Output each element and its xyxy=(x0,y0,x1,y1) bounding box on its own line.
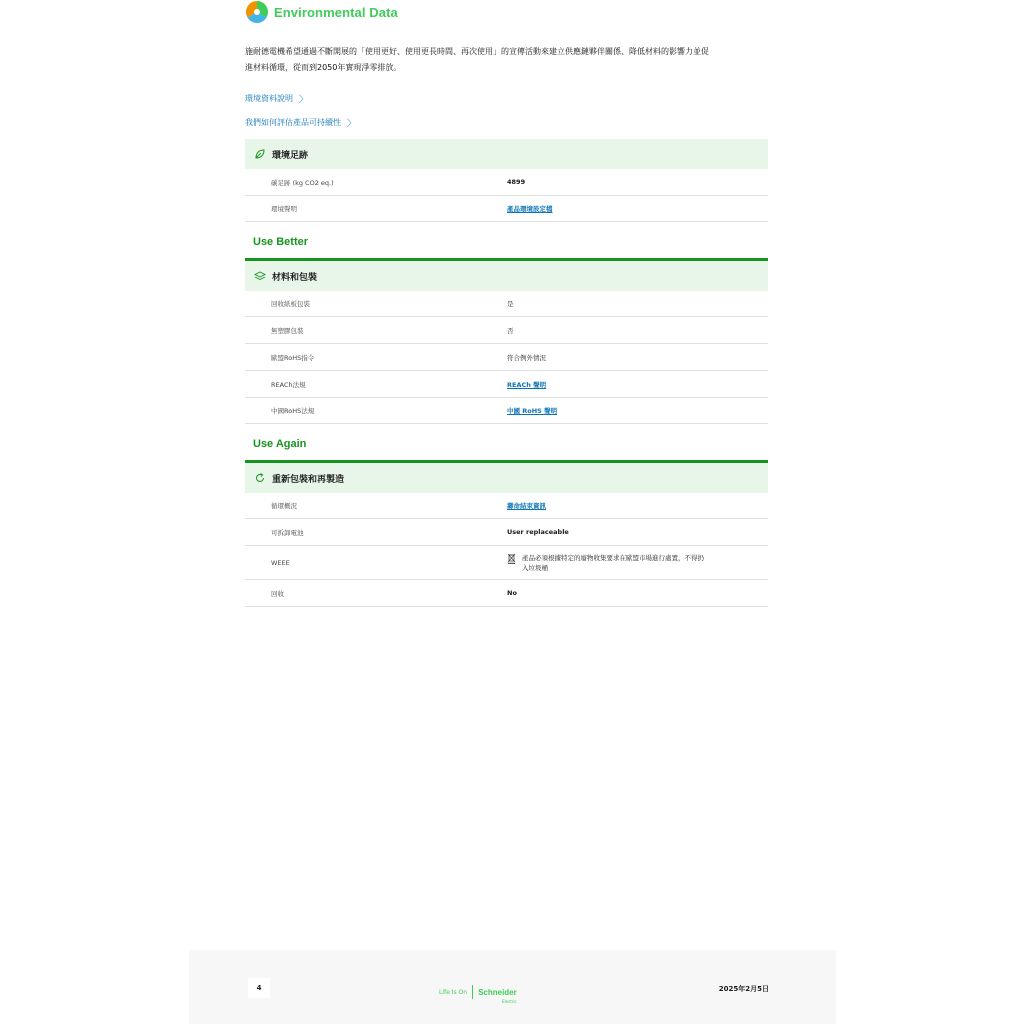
table-row xyxy=(245,493,768,519)
page-title: Environmental Data xyxy=(274,4,398,20)
section-header-footprint xyxy=(245,139,768,169)
row-value: 4899 xyxy=(507,178,526,186)
section-title: 材料和包裝 xyxy=(272,272,318,283)
table-row xyxy=(245,580,768,607)
table-row xyxy=(245,317,768,344)
intro-line: 進材料循環，從而到2050年實現淨零排放。 xyxy=(245,63,402,72)
link-label[interactable]: 環境資料說明 xyxy=(245,94,293,103)
row-value: 是 xyxy=(507,300,514,308)
chevron-right-icon: 〉 xyxy=(347,119,357,129)
row-label: 可拆卸電池 xyxy=(271,528,304,537)
chevron-right-icon: 〉 xyxy=(299,95,309,105)
intro-paragraph xyxy=(245,44,770,76)
intro-line: 施耐德電機希望通過不斷開展的「使用更好、使用更長時間、再次使用」的宣傳活動來建立供應鏈夥伴關係、降低材料的影響力並促 xyxy=(245,47,709,56)
table-row xyxy=(245,291,768,317)
table-row xyxy=(245,169,768,196)
weee-text-line: 產品必須根據特定的廢物收集要求在歐盟市場進行處置，不得扔 xyxy=(522,553,704,562)
end-of-life-info-link[interactable]: 壽命結束資訊 xyxy=(507,502,546,510)
tagline: Life Is On xyxy=(439,988,468,996)
row-value: User replaceable xyxy=(507,528,569,536)
section-header-repackaging xyxy=(245,460,768,493)
environmental-profile-link[interactable]: 產品環境設定檔 xyxy=(507,205,553,213)
sustainability-assessment-link[interactable] xyxy=(245,116,356,129)
row-value: No xyxy=(507,589,517,597)
row-label: WEEE xyxy=(271,558,290,567)
page-header xyxy=(245,0,398,24)
table-row xyxy=(245,519,768,546)
brand-divider xyxy=(472,985,473,999)
page-footer xyxy=(189,950,836,1024)
table-row xyxy=(245,371,768,398)
section-title: 重新包裝和再製造 xyxy=(272,474,345,485)
row-label: 循環概況 xyxy=(271,502,297,510)
section-header-materials xyxy=(245,258,768,291)
brand-logo xyxy=(439,980,517,1004)
weee-text-line: 入垃圾桶 xyxy=(522,563,548,572)
env-data-info-link[interactable] xyxy=(245,92,308,105)
row-label: 歐盟RoHS指令 xyxy=(271,353,315,362)
page-number: 4 xyxy=(248,978,270,998)
section-title: 環境足跡 xyxy=(272,150,309,161)
link-label[interactable]: 我們如何評估產品可持續性 xyxy=(245,118,341,127)
table-row xyxy=(245,196,768,222)
brand-name: Schneider xyxy=(478,988,517,997)
brand-subname: Electric xyxy=(501,999,517,1004)
weee-value xyxy=(507,553,747,573)
row-value: 符合例外情況 xyxy=(507,353,546,362)
row-label: 中國RoHS法規 xyxy=(271,407,315,415)
environmental-logo-icon xyxy=(245,0,269,24)
row-label: 回收紙板包裝 xyxy=(271,300,310,308)
recycle-arrow-icon xyxy=(254,472,266,484)
china-rohs-declaration-link[interactable]: 中國 RoHS 聲明 xyxy=(507,407,558,415)
leaf-icon xyxy=(254,148,266,160)
table-row xyxy=(245,398,768,424)
row-label: REACh法規 xyxy=(271,380,306,389)
table-row xyxy=(245,546,768,580)
crossed-bin-icon xyxy=(507,553,516,564)
group-title-use-again: Use Again xyxy=(253,438,307,450)
row-label: 環境聲明 xyxy=(271,205,297,213)
reach-declaration-link[interactable]: REACh 聲明 xyxy=(507,380,547,389)
group-title-use-better: Use Better xyxy=(253,236,309,248)
table-row xyxy=(245,344,768,371)
weee-text xyxy=(522,553,704,573)
layers-icon xyxy=(254,270,266,282)
row-label: 回收 xyxy=(271,589,284,598)
row-label: 碳足跡 (kg CO2 eq.) xyxy=(271,178,334,187)
row-label: 無塑膠包裝 xyxy=(271,326,304,335)
footer-date: 2025年2月5日 xyxy=(718,985,769,993)
row-value: 否 xyxy=(507,326,514,335)
brand-wordmark xyxy=(478,980,517,1004)
